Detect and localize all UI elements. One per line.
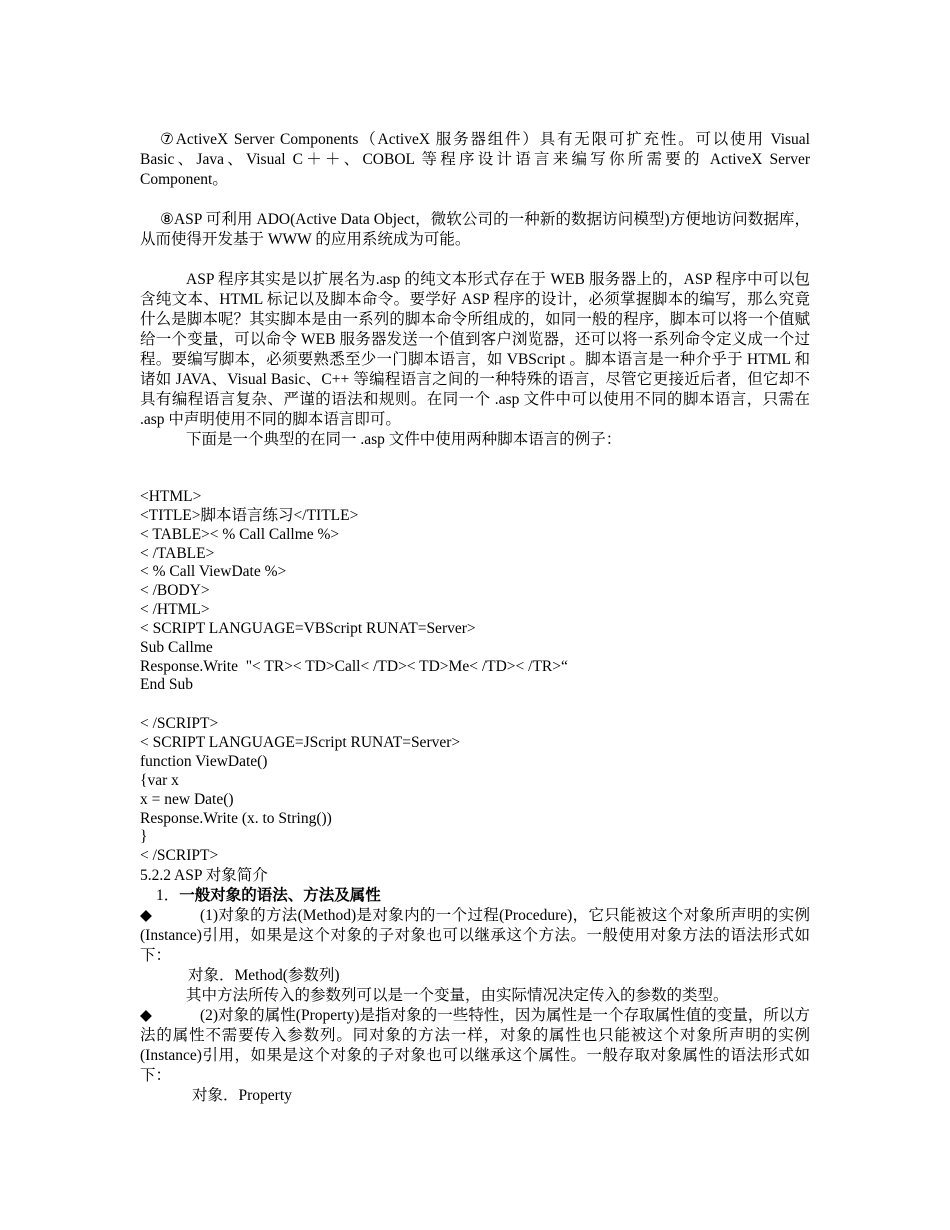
subheading — [140, 886, 810, 906]
paragraph-example-intro: 下面是一个典型的在同一 .asp 文件中使用两种脚本语言的例子： — [186, 431, 622, 448]
syntax-property: 对象．Property — [192, 1087, 292, 1105]
code-line: < /SCRIPT> — [140, 715, 219, 733]
code-line: < /BODY> — [140, 582, 210, 600]
spacer — [140, 450, 810, 488]
bullet-property-text: (2)对象的属性(Property)是指对象的一些特性，因为属性是一个存取属性值的变量，所以方法的属性不需要传入参数列。同对象的方法一样，对象的属性也只能被这个对象所声明的实例(Instance)引用，如果是这个对象的子对象也可以继承这个属性。一般存取对象属性的语法形式如下： — [140, 1007, 810, 1085]
code-line: < SCRIPT LANGUAGE=JScript RUNAT=Server> — [140, 734, 461, 752]
code-line: < SCRIPT LANGUAGE=VBScript RUNAT=Server> — [140, 619, 476, 637]
paragraph-script-intro: ASP 程序其实是以扩展名为.asp 的纯文本形式存在于 WEB 服务器上的，ASP 程序中可以包含纯文本、HTML 标记以及脚本命令。要学好 ASP 程序的设计，必须掌握脚本的编写，那么究竟什么是脚本呢？其实脚本是由一系列的脚本命令所组成的，如同一般的程序，脚本可以将一个值赋给一个变量，可以命令 WEB 服务器发送一个值到客户浏览器，还可以将一系列命令定义成一个过程。要编写脚本，必须要熟悉至少一门脚本语言，如 VBScript 。脚本语言是一种介乎于 HTML 和诸如 JAVA、Visual Basic、C++ 等编程语言之间的一种特殊的语言，尽管它更接近后者，但它却不具有编程语言复杂、严谨的语法和规则。在同一个 .asp 文件中可以使用不同的脚本语言，只需在 .asp 中声明使用不同的脚本语言即可。 — [140, 271, 810, 428]
bullet-method — [140, 906, 810, 966]
bullet-property — [140, 1006, 810, 1086]
code-line: Sub Callme — [140, 638, 213, 656]
code-line: } — [140, 828, 148, 846]
code-line: function ViewDate() — [140, 752, 268, 770]
code-line: < TABLE>< % Call Callme %> — [140, 525, 340, 543]
subheading-text: 一般对象的语法、方法及属性 — [179, 887, 381, 905]
code-line: Response.Write (x. to String()) — [140, 809, 332, 827]
code-line: < % Call ViewDate %> — [140, 563, 287, 581]
spacer — [140, 250, 810, 270]
diamond-bullet-icon: ◆ — [140, 907, 152, 925]
code-line: < /SCRIPT> — [140, 847, 219, 865]
bullet-method-text: (1)对象的方法(Method)是对象内的一个过程(Procedure)，它只能被这个对象所声明的实例(Instance)引用，如果是这个对象的子对象也可以继承这个方法。一般使用对象方法的语法形式如下： — [140, 907, 810, 965]
paragraph-ado: ⑧ASP 可利用 ADO(Active Data Object，微软公司的一种新的数据访问模型)方便地访问数据库，从而使得开发基于 WWW 的应用系统成为可能。 — [140, 211, 810, 248]
code-line: < /HTML> — [140, 601, 210, 619]
spacer — [140, 190, 810, 210]
paragraph-activex-components: ⑦ActiveX Server Components（ActiveX 服务器组件）具有无限可扩充性。可以使用 Visual Basic、Java、Visual C＋＋、COBOL 等程序设计语言来编写你所需要的 ActiveX Server Component。 — [140, 131, 810, 188]
code-line: < /TABLE> — [140, 544, 215, 562]
code-line: <HTML> — [140, 488, 202, 505]
code-line: End Sub — [140, 676, 193, 694]
code-line: {var x — [140, 771, 179, 789]
document-page — [140, 130, 810, 1106]
section-heading: 5.2.2 ASP 对象简介 — [140, 867, 268, 885]
spacer — [140, 695, 810, 715]
code-line: x = new Date() — [140, 790, 234, 808]
note-method: 其中方法所传入的参数列可以是一个变量，由实际情况决定传入的参数的类型。 — [186, 987, 729, 1005]
code-line: Response.Write "< TR>< TD>Call< /TD>< TD>Me< /TD>< /TR>“ — [140, 657, 568, 675]
subheading-number: 1． — [156, 887, 180, 905]
code-block-vbscript — [140, 488, 810, 695]
syntax-method: 对象．Method(参数列) — [188, 967, 340, 985]
code-line: <TITLE>脚本语言练习</TITLE> — [140, 506, 359, 524]
code-block-jscript — [140, 715, 810, 866]
diamond-bullet-icon: ◆ — [140, 1007, 152, 1025]
